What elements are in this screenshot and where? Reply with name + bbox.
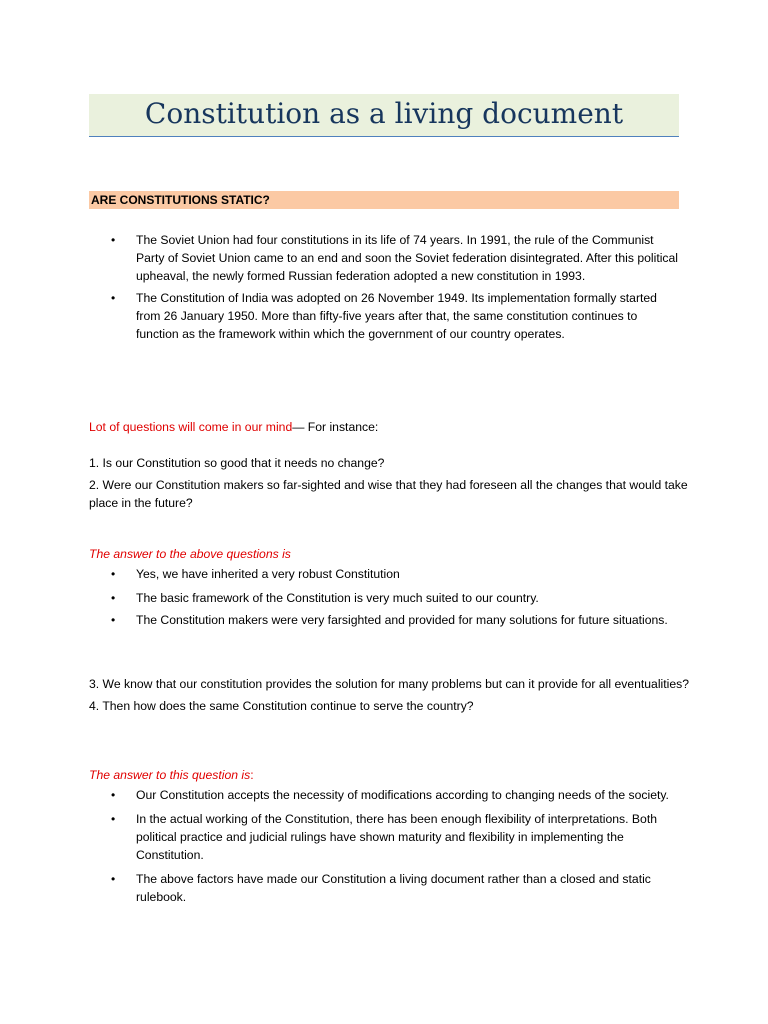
questions-group-1 xyxy=(89,454,689,512)
answer-2-label-text: The answer to this question is xyxy=(89,768,251,782)
bullet-icon: • xyxy=(111,872,116,886)
bullet-icon: • xyxy=(111,567,116,581)
bullet-icon: • xyxy=(111,613,116,627)
section-heading: ARE CONSTITUTIONS STATIC? xyxy=(91,193,270,207)
list-item xyxy=(89,870,679,906)
bullet-text: The Soviet Union had four constitutions in its life of 74 years. In 1991, the rule of the Communist Party of Soviet Union came to an end and soon the Soviet federation disintegrated. After this political upheaval, the newly formed Russian federation adopted a new constitution in 1993. xyxy=(136,233,678,283)
section-heading-bar xyxy=(89,191,679,209)
answer-1-label: The answer to the above questions is xyxy=(89,547,291,561)
questions-intro-rest: — For instance: xyxy=(292,420,379,434)
list-item xyxy=(89,565,679,583)
bullet-text: In the actual working of the Constitution, there has been enough flexibility of interpretations. Both political practice and judicial rulings have shown maturity and flexibility in implementing the Constitution. xyxy=(136,812,657,862)
bullet-text: The Constitution makers were very farsighted and provided for many solutions for future situations. xyxy=(136,613,668,627)
list-item xyxy=(89,810,679,864)
list-item xyxy=(89,289,679,343)
bullet-icon: • xyxy=(111,591,116,605)
bullet-text: Yes, we have inherited a very robust Constitution xyxy=(136,567,400,581)
title-banner xyxy=(89,94,679,137)
question-2: 2. Were our Constitution makers so far-sighted and wise that they had foreseen all the changes that would take place in the future? xyxy=(89,478,688,510)
list-item xyxy=(89,589,679,607)
bullet-icon: • xyxy=(111,291,116,305)
bullet-text: Our Constitution accepts the necessity of modifications according to changing needs of the society. xyxy=(136,788,669,802)
answer-2-bullet-list xyxy=(89,786,679,906)
questions-intro-red: Lot of questions will come in our mind xyxy=(89,420,293,434)
list-item xyxy=(89,231,679,285)
answer-1-bullet-list xyxy=(89,565,679,629)
answer-2-label-colon: : xyxy=(250,768,254,782)
bullet-text: The Constitution of India was adopted on 26 November 1949. Its implementation formally started from 26 January 1950. More than fifty-five years after that, the same constitution continues to function as the framework within which the government of our country operates. xyxy=(136,291,657,341)
questions-group-2 xyxy=(89,675,689,715)
bullet-icon: • xyxy=(111,788,116,802)
list-item xyxy=(89,611,679,629)
answer-2-label xyxy=(89,766,254,784)
question-3: 3. We know that our constitution provides the solution for many problems but can it provide for all eventualities? xyxy=(89,677,689,691)
list-item xyxy=(89,786,679,804)
bullet-icon: • xyxy=(111,812,116,826)
questions-intro xyxy=(89,418,378,436)
intro-bullet-list xyxy=(89,231,679,343)
bullet-text: The basic framework of the Constitution is very much suited to our country. xyxy=(136,591,539,605)
question-4: 4. Then how does the same Constitution continue to serve the country? xyxy=(89,699,474,713)
bullet-text: The above factors have made our Constitution a living document rather than a closed and static rulebook. xyxy=(136,872,651,904)
page-title: Constitution as a living document xyxy=(144,97,624,130)
question-1: 1. Is our Constitution so good that it needs no change? xyxy=(89,456,385,470)
bullet-icon: • xyxy=(111,233,116,247)
